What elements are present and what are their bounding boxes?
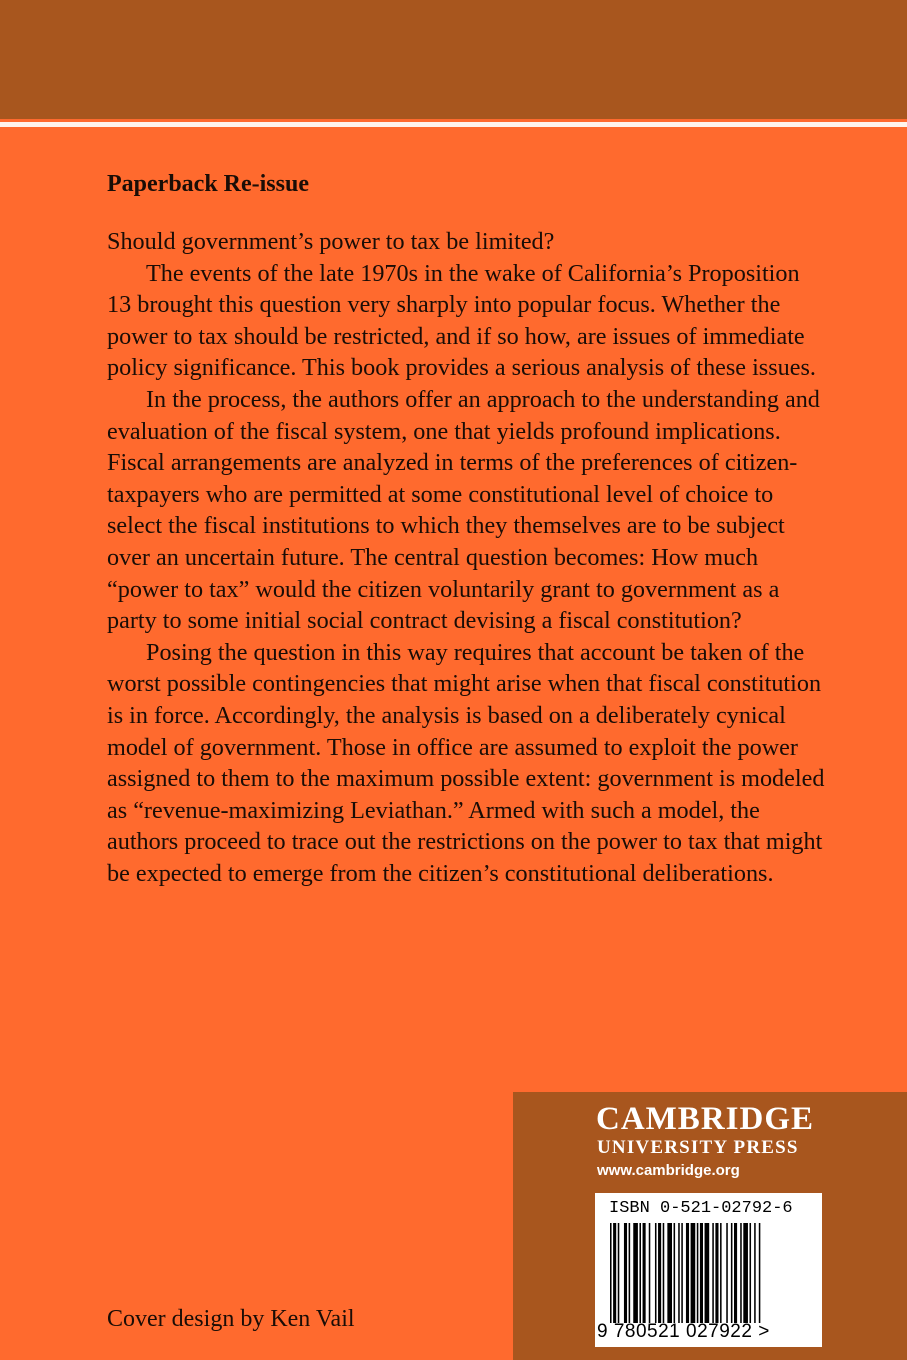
barcode-bar [658, 1223, 661, 1323]
top-divider-rule [0, 122, 907, 127]
barcode-bar [649, 1223, 651, 1323]
top-color-band [0, 0, 907, 119]
barcode-bar [743, 1223, 748, 1323]
barcode-bar [681, 1223, 683, 1323]
blurb-paragraph-4: Posing the question in this way requires that account be taken of the worst possible contingencies that might arise when that fiscal constitution is in force. Accordingly, the analysis is based on a deliberately cynical model of government. Those in office are assumed to exploit the power assigned to them to the maximum possible extent: government is modeled as “revenue-maximizing Leviathan.” Armed with such a model, the authors proceed to trace out the restrictions on the power to tax that might be expected to emerge from the citizen’s constitutional deliberations. [107, 638, 825, 887]
cover-design-credit: Cover design by Ken Vail [107, 1306, 355, 1332]
barcode-bar [633, 1223, 638, 1323]
barcode-bar [731, 1223, 733, 1323]
barcode-bar [700, 1223, 703, 1323]
barcode-bar [663, 1223, 665, 1323]
barcode-bar [754, 1223, 756, 1323]
barcode-bar [674, 1223, 676, 1323]
isbn-label: ISBN 0-521-02792-6 [609, 1199, 793, 1218]
publisher-url: www.cambridge.org [597, 1162, 740, 1179]
blurb-paragraph-3: In the process, the authors offer an approach to the understanding and evaluation of the fiscal system, one that yields profound implications. Fiscal arrangements are analyzed in terms of the preferences of citizen-taxpayers who are permitted at some constitutional level of choice to select the fiscal institutions to which they themselves are to be subject over an uncertain future. The central question becomes: How much “power to tax” would the citizen voluntarily grant to government as a party to some initial social contract devising a fiscal constitution? [107, 385, 820, 635]
barcode-bar [639, 1223, 641, 1323]
barcode-bar [734, 1223, 737, 1323]
publisher-name: CAMBRIDGE [596, 1101, 815, 1137]
reissue-heading: Paperback Re-issue [107, 171, 309, 197]
barcode-bar [759, 1223, 761, 1323]
barcode-bar [750, 1223, 752, 1323]
barcode-bar [613, 1223, 616, 1323]
barcode-bar [667, 1223, 672, 1323]
barcode-bar [691, 1223, 696, 1323]
barcode-panel [595, 1193, 822, 1347]
blurb-text [107, 226, 827, 889]
barcode-bar [610, 1223, 612, 1323]
barcode-bar [624, 1223, 627, 1323]
barcode-bar [712, 1223, 714, 1323]
barcode-digits: 9 780521 027922 > [597, 1321, 770, 1342]
barcode-bar [655, 1223, 657, 1323]
blurb-paragraph-1: Should government’s power to tax be limited? [107, 228, 555, 255]
barcode-bar [618, 1223, 620, 1323]
publisher-subtitle: UNIVERSITY PRESS [597, 1137, 799, 1158]
barcode-bar [720, 1223, 722, 1323]
barcode-bars [608, 1223, 812, 1323]
barcode-bar [715, 1223, 718, 1323]
barcode-bar [643, 1223, 646, 1323]
barcode-bar [697, 1223, 699, 1323]
barcode-bar [686, 1223, 689, 1323]
barcode-bar [629, 1223, 631, 1323]
barcode-bar [678, 1223, 680, 1323]
barcode-bar [705, 1223, 710, 1323]
barcode-bar [740, 1223, 742, 1323]
blurb-paragraph-2: The events of the late 1970s in the wake of California’s Proposition 13 brought this question very sharply into popular focus. Whether the power to tax should be restricted, and if so how, are issues of immediate policy significance. This book provides a serious analysis of these issues. [107, 259, 816, 382]
publisher-panel [513, 1092, 907, 1360]
barcode-bar [726, 1223, 728, 1323]
